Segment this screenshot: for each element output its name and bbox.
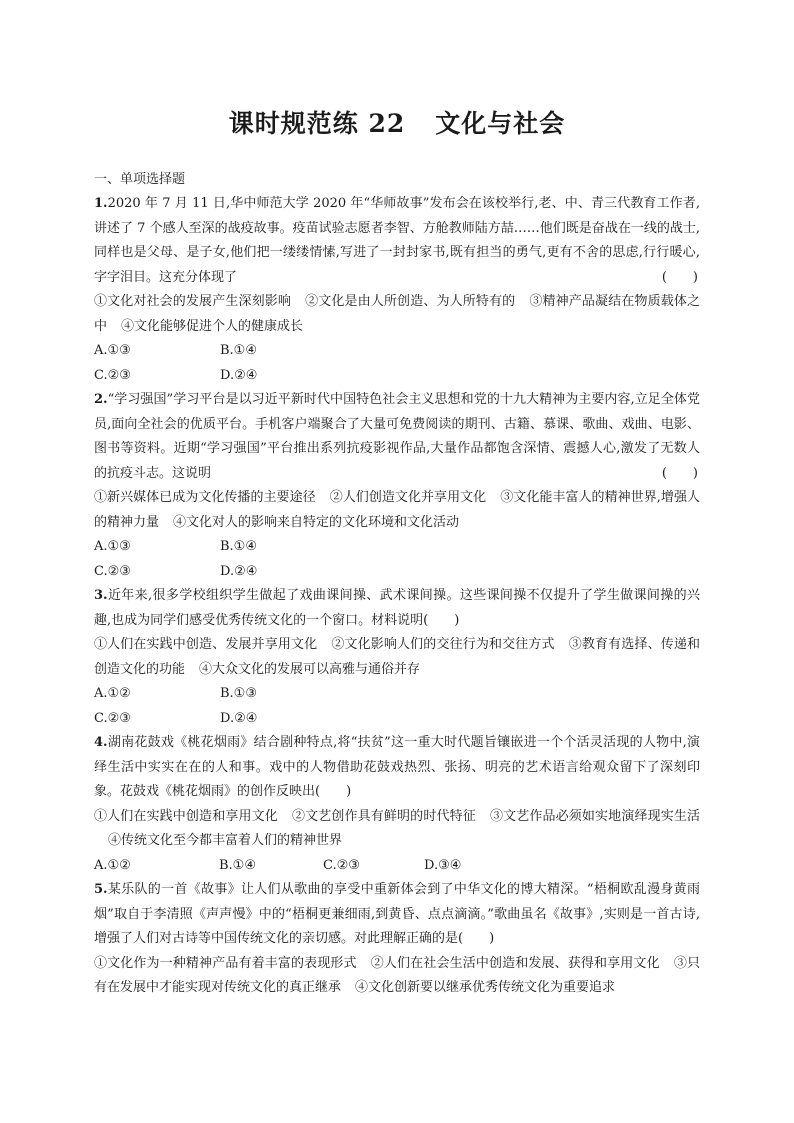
- answer-paren: ( ): [661, 465, 698, 481]
- answer-choices: [94, 854, 700, 879]
- choice-d: D.②④: [220, 563, 258, 579]
- page-title: [0, 104, 794, 140]
- question-stem: [94, 388, 700, 486]
- question-stem: [94, 878, 700, 952]
- choice-a: A.①②: [94, 857, 131, 873]
- statement-options: [94, 486, 700, 535]
- statement-options: [94, 952, 700, 1001]
- choice-c: C.②③: [94, 367, 131, 383]
- option-2: ②文艺创作具有鲜明的时代特征: [291, 808, 476, 824]
- option-1: ①人们在实践中创造和享用文化: [94, 808, 278, 824]
- choice-a: A.①③: [94, 343, 131, 358]
- section-heading: 一、单项选择题: [94, 172, 186, 187]
- option-3: ③文艺作品必须如实地演绎现实生活: [489, 808, 700, 824]
- question-text: 湖南花鼓戏《桃花烟雨》结合剧种特点,将“扶贫”这一重大时代题旨镶嵌进一个个活灵活现的人物中,演绎生活中实实在在的人和事。戏中的人物借助花鼓戏热烈、张扬、明亮的艺术语言给观众留下了深刻印象。花鼓戏《桃花烟雨》的创作反映出( ): [94, 735, 700, 799]
- question-text: 近年来,很多学校组织学生做起了戏曲课间操、武术课间操。这些课间操不仅提升了学生做课间操的兴趣,也成为同学们感受优秀传统文化的一个窗口。材料说明( ): [94, 588, 700, 628]
- question-number: 1.: [94, 196, 108, 211]
- question-4: [94, 731, 700, 878]
- question-1: [94, 192, 700, 388]
- option-2: ②文化影响人们的交往行为和交往方式: [331, 637, 555, 652]
- question-text: 某乐队的一首《故事》让人们从歌曲的享受中重新体会到了中华文化的博大精深。“梧桐欧乱漫身黄雨烟”取自于李清照《声声慢》中的“梧桐更兼细雨,到黄昏、点点滴滴。”歌曲虽名《故事》,实则是一首古诗,增强了人们对古诗等中国传统文化的亲切感。对此理解正确的是( ): [94, 882, 700, 946]
- statement-options: [94, 633, 700, 682]
- choice-a: A.①③: [94, 539, 131, 554]
- option-4: ④大众文化的发展可以高雅与通俗并存: [199, 661, 421, 677]
- choice-d: D.③④: [424, 857, 462, 873]
- option-4: ④文化对人的影响来自特定的文化环境和文化活动: [173, 514, 460, 530]
- title-main: 课时规范练 22: [228, 109, 406, 138]
- choice-c: C.②③: [323, 857, 360, 873]
- question-number: 2.: [94, 392, 108, 407]
- question-stem: [94, 731, 700, 805]
- question-3: [94, 584, 700, 731]
- statement-options: [94, 805, 700, 854]
- answer-paren: ( ): [661, 269, 698, 285]
- question-5: [94, 878, 700, 1001]
- option-3: ③教育有选择、传递和创造文化的功能: [94, 637, 700, 677]
- choice-b: B.①④: [220, 343, 257, 358]
- question-number: 4.: [94, 735, 108, 750]
- question-stem: [94, 584, 700, 633]
- choice-d: D.②④: [220, 367, 258, 383]
- statement-options: [94, 290, 700, 339]
- question-stem: [94, 192, 700, 290]
- choice-b: B.①③: [220, 686, 257, 701]
- option-2: ②人们创造文化并享用文化: [329, 490, 487, 505]
- option-2: ②文化是由人所创造、为人所特有的: [305, 294, 516, 309]
- choice-d: D.②④: [220, 710, 258, 726]
- option-4: ④传统文化至今都丰富着人们的精神世界: [108, 833, 343, 848]
- option-1: ①新兴媒体已成为文化传播的主要途径: [94, 490, 316, 505]
- option-3: ③精神产品凝结在物质载体之中: [94, 294, 700, 334]
- option-3: ③只有在发展中才能实现对传统文化的真正继承: [94, 955, 700, 995]
- option-4: ④文化创新要以继承优秀传统文化为重要追求: [355, 980, 616, 995]
- answer-choices: [94, 339, 700, 388]
- option-3: ③文化能丰富人的精神世界,增强人的精神力量: [94, 490, 700, 530]
- answer-choices: [94, 682, 700, 731]
- option-1: ①人们在实践中创造、发展并享用文化: [94, 637, 318, 652]
- choice-a: A.①②: [94, 686, 131, 701]
- title-sub: 文化与社会: [435, 109, 566, 138]
- question-number: 5.: [94, 882, 108, 897]
- option-4: ④文化能够促进个人的健康成长: [121, 318, 304, 334]
- choice-c: C.②③: [94, 563, 131, 579]
- option-1: ①文化作为一种精神产品有着丰富的表现形式: [94, 955, 357, 971]
- choice-b: B.①④: [220, 539, 257, 554]
- question-number: 3.: [94, 588, 108, 603]
- choice-b: B.①④: [219, 857, 256, 873]
- question-text: “学习强国”学习平台是以习近平新时代中国特色社会主义思想和党的十九大精神为主要内容,立足全体党员,面向全社会的优质平台。手机客户端聚合了大量可免费阅读的期刊、古籍、慕课、歌曲、戏曲、电影、图书等资料。近期“学习强国”平台推出系列抗疫影视作品,大量作品都饱含深情、震撼人心,激发了无数人的抗疫斗志。这说明: [94, 392, 700, 481]
- option-1: ①文化对社会的发展产生深刻影响: [94, 294, 291, 309]
- choice-c: C.②③: [94, 710, 131, 726]
- answer-choices: [94, 535, 700, 584]
- question-2: [94, 388, 700, 584]
- question-text: 2020 年 7 月 11 日,华中师范大学 2020 年“华师故事”发布会在该校举行,老、中、青三代教育工作者,讲述了 7 个感人至深的战疫故事。疫苗试验志愿者李智、方舱教师陆方喆……他们既是奋战在一线的战士,同样也是父母、是子女,他们把一缕缕情愫,写进了一封封家书,既有担当的勇气,更有不舍的思虑,行行暖心,字字泪目。这充分体现了: [94, 196, 700, 285]
- question-list: [94, 168, 700, 1001]
- option-2: ②人们在社会生活中创造和发展、获得和享用文化: [370, 955, 660, 971]
